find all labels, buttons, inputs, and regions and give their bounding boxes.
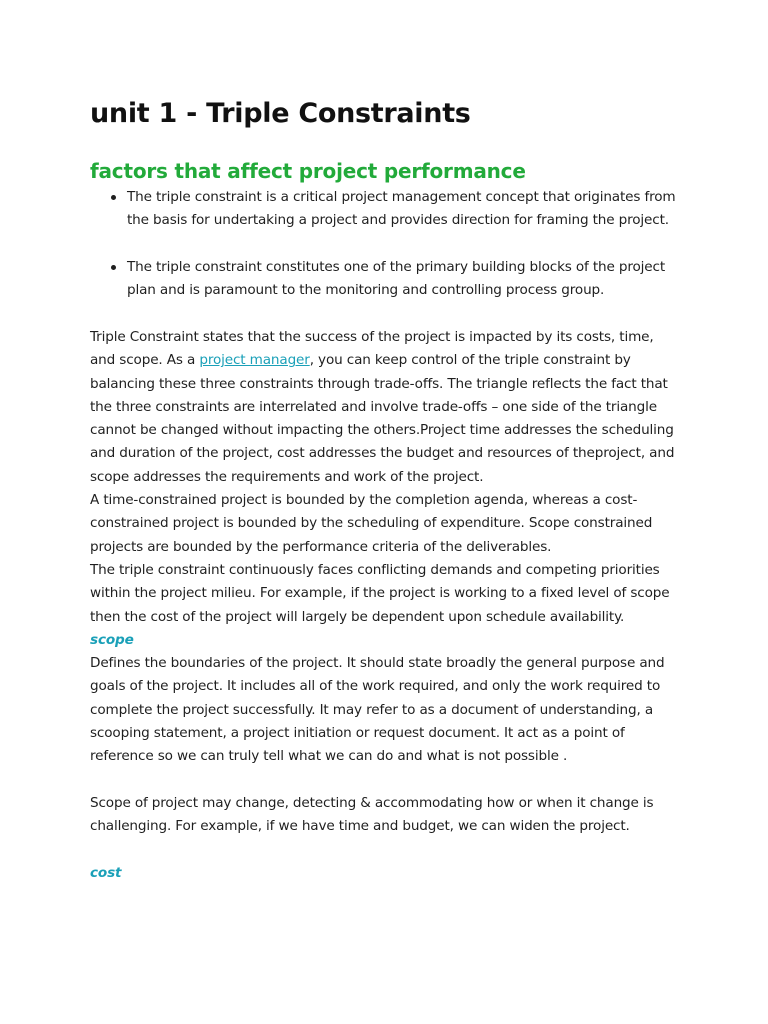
bullet-icon: [111, 265, 116, 270]
intro-paragraph: [90, 326, 680, 489]
cost-label: cost: [90, 864, 122, 881]
bullet-icon: [111, 195, 116, 200]
paragraph-conflicting-demands: The triple constraint continuously faces conflicting demands and competing priorities within the project milieu. For example, if the project is working to a fixed level of scope then the cost of the project will largely be dependent upon schedule availability.: [90, 561, 670, 625]
list-item: [90, 256, 680, 303]
scope-change-paragraph: Scope of project may change, detecting & accommodating how or when it change is challenging. For example, if we have time and budget, we can widen the project.: [90, 794, 654, 835]
intro-text-before-link: Triple Constraint states that the success of the project is impacted by its costs, time, and scope. As a: [90, 329, 654, 369]
scope-label: scope: [90, 631, 134, 648]
intro-text-after-link: , you can keep control of the triple constraint by balancing these three constraints through trade-offs. The triangle reflects the fact that the three constraints are interrelated and involve trade-offs – one side of the triangle cannot be changed without impacting the others.Project time addresses the scheduling and duration of the project, cost addresses the budget and resources of theproject, and scope addresses the requirements and work of the project.: [90, 352, 675, 485]
bullet-text: The triple constraint constitutes one of the primary building blocks of the project plan and is paramount to the monitoring and controlling process group.: [127, 258, 666, 299]
section-heading: factors that affect project performance: [90, 159, 526, 183]
scope-definition-paragraph: Defines the boundaries of the project. It should state broadly the general purpose and goals of the project. It includes all of the work required, and only the work required to complete the project successfully. It may refer to as a document of understanding, a scooping statement, a project initiation or request document. It act as a point of reference so we can truly tell what we can do and what is not possible .: [90, 655, 665, 765]
bullet-list: [90, 186, 680, 302]
main-content: [90, 326, 680, 885]
page-title: unit 1 - Triple Constraints: [90, 98, 471, 129]
list-item: [90, 186, 680, 233]
project-manager-link[interactable]: project manager: [199, 352, 310, 369]
bullet-text: The triple constraint is a critical project management concept that originates from the basis for undertaking a project and provides direction for framing the project.: [127, 189, 676, 229]
paragraph-constrained-projects: A time-constrained project is bounded by the completion agenda, whereas a cost-constrained project is bounded by the scheduling of expenditure. Scope constrained projects are bounded by the performance criteria of the deliverables.: [90, 492, 653, 555]
